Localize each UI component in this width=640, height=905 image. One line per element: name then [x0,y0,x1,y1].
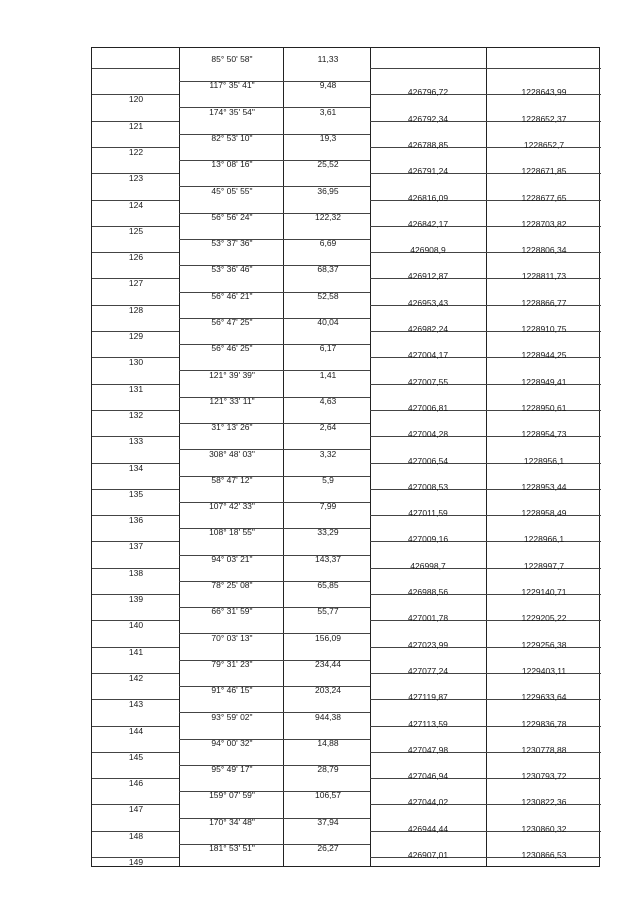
cell-y: 1228910,75 [521,324,567,334]
row-divider [370,68,601,69]
cell-angle: 66° 31' 59" [211,606,253,617]
cell-angle: 56° 56' 24" [211,211,253,222]
cell-dist: 234,44 [315,658,341,669]
row-divider [179,344,370,345]
cell-y: 1229633,64 [521,692,567,703]
cell-y: 1230866,53 [521,850,567,860]
row-divider [179,239,370,240]
cell-angle: 95° 49' 17" [211,764,253,775]
cell-n: 137 [128,541,144,552]
cell-y: 1228806,34 [521,245,567,256]
cell-x: 427023,99 [407,639,449,650]
cell-n: 133 [128,436,144,447]
cell-y: 1228958,49 [521,508,567,519]
cell-x: 426982,24 [407,324,449,334]
cell-dist: 26,27 [317,843,339,853]
cell-x: 426912,87 [407,271,449,282]
cell-angle: 121° 39' 39" [209,369,255,380]
row-divider [179,134,370,135]
cell-y: 1228944,25 [521,350,567,361]
cell-x: 426816,09 [407,192,449,203]
cell-x: 427009,16 [407,534,449,545]
cell-y: 1228671,85 [521,166,567,177]
cell-n: 129 [128,331,144,341]
cell-x: 427008,53 [407,481,449,492]
cell-n: 128 [128,304,144,315]
cell-n: 125 [128,225,144,236]
row-divider [179,213,370,214]
cell-y: 1228866,77 [521,297,567,308]
row-divider [179,791,370,792]
row-divider [179,607,370,608]
cell-y: 1228949,41 [521,376,567,387]
cell-n: 124 [128,199,144,210]
cell-n: 144 [128,725,144,736]
cell-angle: 107° 42' 33" [209,501,255,512]
row-divider [179,81,370,82]
cell-dist: 19,3 [319,132,337,143]
cell-dist: 1,41 [319,369,337,380]
cell-x: 426998,7 [410,560,446,571]
cell-dist: 5,9 [322,474,334,485]
cell-x: 427007,55 [407,376,449,387]
cell-x: 426788,85 [407,139,449,150]
cell-n: 120 [128,94,144,105]
row-divider [92,68,179,69]
cell-n: 132 [128,409,144,420]
cell-angle: 53° 37' 36" [211,238,253,249]
cell-n: 123 [128,173,144,184]
cell-y: 1228954,73 [521,429,567,440]
cell-dist: 52,58 [317,290,339,301]
cell-dist: 7,99 [319,501,337,512]
cell-dist: 68,37 [317,264,339,275]
cell-angle: 170° 34' 48" [209,816,255,827]
cell-x: 427004,17 [407,350,449,361]
row-divider [179,660,370,661]
cell-y: 1228966,1 [523,534,565,545]
cell-angle: 85° 50' 58" [211,54,253,64]
cell-dist: 3,61 [319,106,337,117]
column-divider [283,48,284,866]
cell-y: 1229205,22 [521,613,567,624]
cell-x: 426796,72 [407,87,449,98]
cell-x: 427044,02 [407,797,449,808]
cell-angle: 31° 13' 26" [211,422,253,433]
row-divider [179,423,370,424]
row-divider [370,147,601,148]
row-divider [179,818,370,819]
row-divider [179,107,370,108]
cell-x: 426988,56 [407,587,449,597]
cell-y: 1230778,88 [521,744,567,755]
row-divider [179,292,370,293]
cell-angle: 78° 25' 08" [211,580,253,590]
cell-x: 426792,34 [407,113,449,124]
row-divider [179,265,370,266]
row-divider [179,739,370,740]
row-divider [179,844,370,845]
cell-x: 427001,78 [407,613,449,624]
cell-n: 149 [128,857,144,867]
cell-n: 130 [128,357,144,368]
cell-n: 136 [128,515,144,526]
cell-angle: 45° 05' 55" [211,185,253,196]
cell-x: 426791,24 [407,166,449,177]
cell-y: 1229403,11 [521,665,567,676]
cell-dist: 11,33 [317,54,339,64]
column-divider [179,48,180,866]
cell-x: 426907,01 [407,850,449,860]
cell-dist: 6,17 [319,343,337,354]
cell-n: 121 [128,120,144,131]
cell-n: 143 [128,699,144,710]
cell-x: 426908,9 [410,245,446,256]
row-divider [370,673,601,674]
row-divider [370,463,601,464]
cell-angle: 79° 31' 23" [211,658,253,669]
cell-angle: 94° 03' 21" [211,553,253,564]
cell-x: 427119,87 [408,692,448,703]
cell-angle: 13° 08' 16" [211,159,253,170]
cell-y: 1228956,1 [523,455,565,466]
cell-dist: 40,04 [317,317,339,327]
cell-dist: 55,77 [317,606,339,617]
column-divider [370,48,371,866]
cell-n: 126 [128,252,144,263]
row-divider [370,541,601,542]
cell-dist: 122,32 [315,211,341,222]
row-divider [179,318,370,319]
cell-x: 426944,44 [407,823,449,834]
cell-y: 1228811,73 [521,271,567,282]
cell-angle: 58° 47' 12" [211,474,253,485]
cell-x: 427113,59 [408,718,448,729]
cell-angle: 108° 18' 55" [209,527,255,538]
row-divider [179,581,370,582]
cell-n: 138 [128,567,144,578]
cell-dist: 156,09 [315,632,341,643]
cell-angle: 94° 00' 32" [211,737,253,748]
row-divider [179,765,370,766]
cell-x: 426842,17 [407,218,449,229]
row-divider [179,370,370,371]
cell-y: 1229256,38 [521,639,567,650]
row-divider [179,712,370,713]
cell-y: 1230822,36 [521,797,567,808]
row-divider [370,568,601,569]
cell-y: 1228652,7 [523,139,565,150]
cell-n: 134 [128,462,144,473]
cell-dist: 203,24 [315,685,341,696]
cell-n: 131 [128,383,144,394]
row-divider [179,686,370,687]
cell-n: 145 [128,751,144,762]
cell-y: 1228652,37 [521,113,567,124]
cell-dist: 944,38 [315,711,341,722]
cell-x: 427006,81 [407,402,449,413]
cell-angle: 121° 33' 11" [209,395,255,406]
row-divider [179,476,370,477]
cell-x: 427004,28 [407,429,449,440]
row-divider [179,528,370,529]
cell-dist: 25,52 [317,159,339,170]
row-divider [370,278,601,279]
cell-angle: 181° 53' 51" [209,843,255,853]
cell-x: 427011,59 [408,508,448,519]
cell-angle: 91° 46' 15" [211,685,253,696]
cell-dist: 33,29 [317,527,339,538]
cell-y: 1230860,32 [521,823,567,834]
cell-angle: 174° 35' 54" [209,106,255,117]
row-divider [179,555,370,556]
cell-x: 426953,43 [407,297,449,308]
cell-angle: 56° 47' 25" [211,317,253,327]
cell-n: 141 [128,646,144,657]
cell-y: 1228953,44 [521,481,567,492]
cell-y: 1229836,78 [521,718,567,729]
cell-y: 1228997,7 [523,560,565,571]
cell-dist: 37,94 [317,816,339,827]
cell-y: 1228703,82 [521,218,567,229]
cell-y: 1228643,99 [521,87,567,98]
cell-n: 139 [128,594,144,604]
cell-x: 427006,54 [407,455,449,466]
cell-x: 427047,98 [407,744,449,755]
cell-n: 146 [128,778,144,789]
cell-y: 1228950,61 [521,402,567,413]
row-divider [179,397,370,398]
cell-angle: 308° 48' 03" [209,448,255,459]
cell-angle: 159° 07' 59" [209,790,255,801]
column-divider [486,48,487,866]
row-divider [179,502,370,503]
cell-n: 142 [128,672,144,683]
cell-n: 122 [128,146,144,157]
cell-dist: 14,88 [317,737,339,748]
row-divider [179,160,370,161]
cell-x: 427046,94 [407,771,449,782]
cell-angle: 70° 03' 13" [211,632,253,643]
cell-n: 148 [128,830,144,841]
cell-n: 135 [128,488,144,499]
cell-n: 127 [128,278,144,289]
cell-angle: 93° 59' 02" [211,711,253,722]
cell-y: 1230793,72 [521,771,567,782]
cell-x: 427077,24 [407,665,449,676]
cell-dist: 2,64 [319,422,337,433]
cell-n: 147 [128,804,144,815]
cell-dist: 3,32 [319,448,337,459]
cell-dist: 6,69 [319,238,337,249]
cell-dist: 9,48 [319,80,337,91]
cell-dist: 28,79 [317,764,339,775]
cell-y: 1229140,71 [521,587,567,597]
cell-angle: 82° 53' 10" [211,132,253,143]
cell-dist: 106,57 [315,790,341,801]
cell-n: 140 [128,620,144,631]
row-divider [179,633,370,634]
cell-dist: 4,63 [319,395,337,406]
cell-angle: 53° 36' 46" [211,264,253,275]
cell-y: 1228677,65 [521,192,567,203]
cell-dist: 36,95 [317,185,339,196]
cell-dist: 65,85 [317,580,339,590]
row-divider [179,449,370,450]
coordinates-table [91,47,600,867]
cell-angle: 117° 35' 41" [209,80,255,91]
cell-dist: 143,37 [315,553,341,564]
cell-angle: 56° 46' 21" [211,290,253,301]
cell-angle: 56° 46' 25" [211,343,253,354]
row-divider [179,186,370,187]
